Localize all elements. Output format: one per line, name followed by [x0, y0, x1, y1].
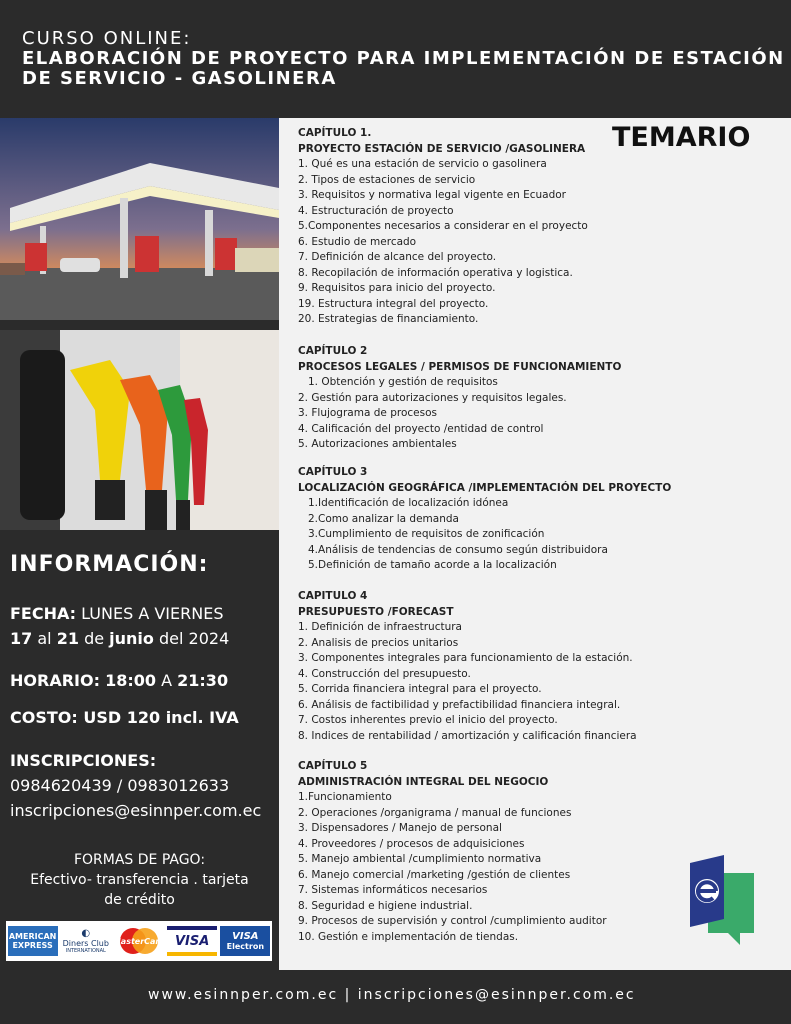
chapter-title: CAPÍTULO 1.: [298, 127, 372, 139]
chapter-2: [298, 344, 621, 453]
horario-a: A: [161, 671, 173, 690]
horario-row: [10, 671, 228, 690]
costo-row: [10, 708, 239, 727]
email-link[interactable]: inscripciones@esinnper.com.ec: [10, 801, 262, 820]
list-item: 9. Procesos de supervisión y control /cumplimiento auditor: [298, 915, 607, 927]
chapter-5: [298, 759, 607, 945]
list-item: 2. Tipos de estaciones de servicio: [298, 173, 476, 186]
amex-logo: AMERICAN EXPRESS: [8, 926, 58, 956]
temario-heading: TEMARIO: [612, 122, 751, 153]
chapter-4: [298, 589, 637, 744]
esinnper-logo-icon: [690, 855, 754, 945]
info-panel: [0, 540, 279, 970]
info-title: INFORMACIÓN:: [10, 552, 209, 577]
visa-electron-logo: VISA Electron: [220, 926, 270, 956]
payment-title: FORMAS DE PAGO:: [73, 852, 206, 868]
list-item: 3.Cumplimiento de requisitos de zonificación: [308, 528, 545, 540]
diners-logo: ◐ Diners Club INTERNATIONAL: [62, 928, 109, 954]
chapter-subtitle: PROYECTO ESTACIÓN DE SERVICIO /GASOLINERA: [298, 142, 586, 155]
list-item: 4. Proveedores / procesos de adquisiciones: [298, 837, 525, 850]
date-al: al: [37, 629, 52, 648]
list-item: 19. Estructura integral del proyecto.: [298, 297, 489, 310]
visa-logo: VISA: [167, 926, 217, 956]
date-month: junio: [109, 629, 154, 648]
page-footer: [0, 970, 791, 1024]
list-item: 1. Qué es una estación de servicio o gasolinera: [298, 158, 547, 170]
chapter-subtitle: LOCALIZACIÓN GEOGRÁFICA /IMPLEMENTACIÓN DEL PROYECTO: [298, 481, 672, 494]
date-de: de: [84, 629, 105, 648]
chapter-1: [298, 126, 588, 328]
date-row: [10, 629, 229, 648]
list-item: 4. Estructuración de proyecto: [298, 204, 454, 217]
payment-line2: de crédito: [104, 892, 175, 908]
list-item: 6. Estudio de mercado: [298, 235, 417, 248]
payment-line1: Efectivo- transferencia . tarjeta: [30, 872, 249, 888]
list-item: 8. Recopilación de información operativa y logistica.: [298, 266, 573, 279]
list-item: 5. Corrida financiera integral para el proyecto.: [298, 683, 542, 695]
inscripciones-label: INSCRIPCIONES:: [10, 751, 157, 770]
list-item: 6. Análisis de factibilidad y prefactibilidad financiera integral.: [298, 698, 621, 711]
date-year: del 2024: [159, 629, 230, 648]
horario-end: 21:30: [177, 671, 229, 690]
list-item: 7. Costos inherentes previo el inicio del proyecto.: [298, 714, 558, 726]
mastercard-logo: MasterCard: [114, 926, 164, 956]
phones[interactable]: 0984620439 / 0983012633: [10, 776, 230, 795]
chapter-title: CAPÍTULO 2: [298, 345, 368, 357]
payment-cards: [6, 921, 272, 961]
list-item: 6. Manejo comercial /marketing /gestión de clientes: [298, 868, 571, 881]
horario-start: 18:00: [105, 671, 156, 690]
page-header: [0, 0, 791, 110]
list-item: 3. Componentes integrales para funcionamiento de la estación.: [298, 652, 633, 664]
list-item: 4. Construcción del presupuesto.: [298, 667, 471, 680]
list-item: 1. Obtención y gestión de requisitos: [308, 376, 498, 388]
esinnper-logo: [690, 855, 754, 945]
list-item: 3. Flujograma de procesos: [298, 407, 437, 419]
chapter-3: [298, 465, 671, 574]
list-item: 8. Indices de rentabilidad / amortización y calificación financiera: [298, 729, 637, 742]
list-item: 3. Dispensadores / Manejo de personal: [298, 822, 502, 834]
date-start: 17: [10, 629, 33, 648]
course-type: CURSO ONLINE:: [22, 28, 192, 49]
fuel-nozzles-illustration: [0, 330, 279, 530]
fecha-days: LUNES A VIERNES: [81, 604, 224, 623]
chapter-subtitle: PRESUPUESTO /FORECAST: [298, 605, 454, 618]
chapter-title: CAPÍTULO 5: [298, 760, 368, 772]
list-item: 5.Componentes necesarios a considerar en el proyecto: [298, 220, 588, 232]
list-item: 5. Manejo ambiental /cumplimiento normativa: [298, 853, 542, 865]
list-item: 8. Seguridad e higiene industrial.: [298, 899, 473, 912]
list-item: 7. Definición de alcance del proyecto.: [298, 251, 497, 263]
fecha-row: [10, 604, 223, 623]
list-item: 2. Analisis de precios unitarios: [298, 636, 459, 649]
horario-label: HORARIO:: [10, 671, 100, 690]
list-item: 2. Gestión para autorizaciones y requisitos legales.: [298, 391, 567, 404]
fecha-label: FECHA:: [10, 604, 77, 623]
list-item: 20. Estrategias de financiamiento.: [298, 313, 479, 325]
chapter-subtitle: PROCESOS LEGALES / PERMISOS DE FUNCIONAMIENTO: [298, 360, 622, 373]
fuel-nozzles-photo: [0, 330, 279, 530]
list-item: 7. Sistemas informáticos necesarios: [298, 884, 488, 896]
diners-icon: ◐: [81, 928, 91, 939]
costo-text: COSTO: USD 120 incl. IVA: [10, 708, 239, 727]
course-title-line2: DE SERVICIO - GASOLINERA: [22, 68, 337, 89]
chapter-subtitle: ADMINISTRACIÓN INTEGRAL DEL NEGOCIO: [298, 775, 549, 788]
list-item: 1.Identificación de localización idónea: [308, 497, 509, 509]
list-item: 3. Requisitos y normativa legal vigente en Ecuador: [298, 189, 566, 201]
list-item: 5.Definición de tamaño acorde a la localización: [308, 559, 557, 571]
gas-station-illustration: [0, 118, 279, 320]
chapter-title: CAPÍTULO 3: [298, 466, 368, 478]
footer-links[interactable]: www.esinnper.com.ec | inscripciones@esinnper.com.ec: [148, 987, 636, 1003]
course-title-line1: ELABORACIÓN DE PROYECTO PARA IMPLEMENTACIÓN DE ESTACIÓN: [22, 48, 785, 69]
chapter-title: CAPITULO 4: [298, 590, 368, 602]
list-item: 2.Como analizar la demanda: [308, 512, 459, 525]
syllabus-panel: [279, 118, 791, 970]
list-item: 1.Funcionamiento: [298, 791, 392, 803]
list-item: 1. Definición de infraestructura: [298, 621, 462, 633]
list-item: 4.Análisis de tendencias de consumo según distribuidora: [308, 543, 608, 556]
list-item: 4. Calificación del proyecto /entidad de control: [298, 422, 544, 435]
date-end: 21: [56, 629, 79, 648]
list-item: 5. Autorizaciones ambientales: [298, 438, 457, 450]
gas-station-photo: [0, 118, 279, 320]
list-item: 9. Requisitos para inicio del proyecto.: [298, 282, 496, 294]
inscripciones-row: [10, 751, 156, 770]
list-item: 10. Gestión e implementación de tiendas.: [298, 930, 519, 943]
list-item: 2. Operaciones /organigrama / manual de funciones: [298, 806, 572, 819]
